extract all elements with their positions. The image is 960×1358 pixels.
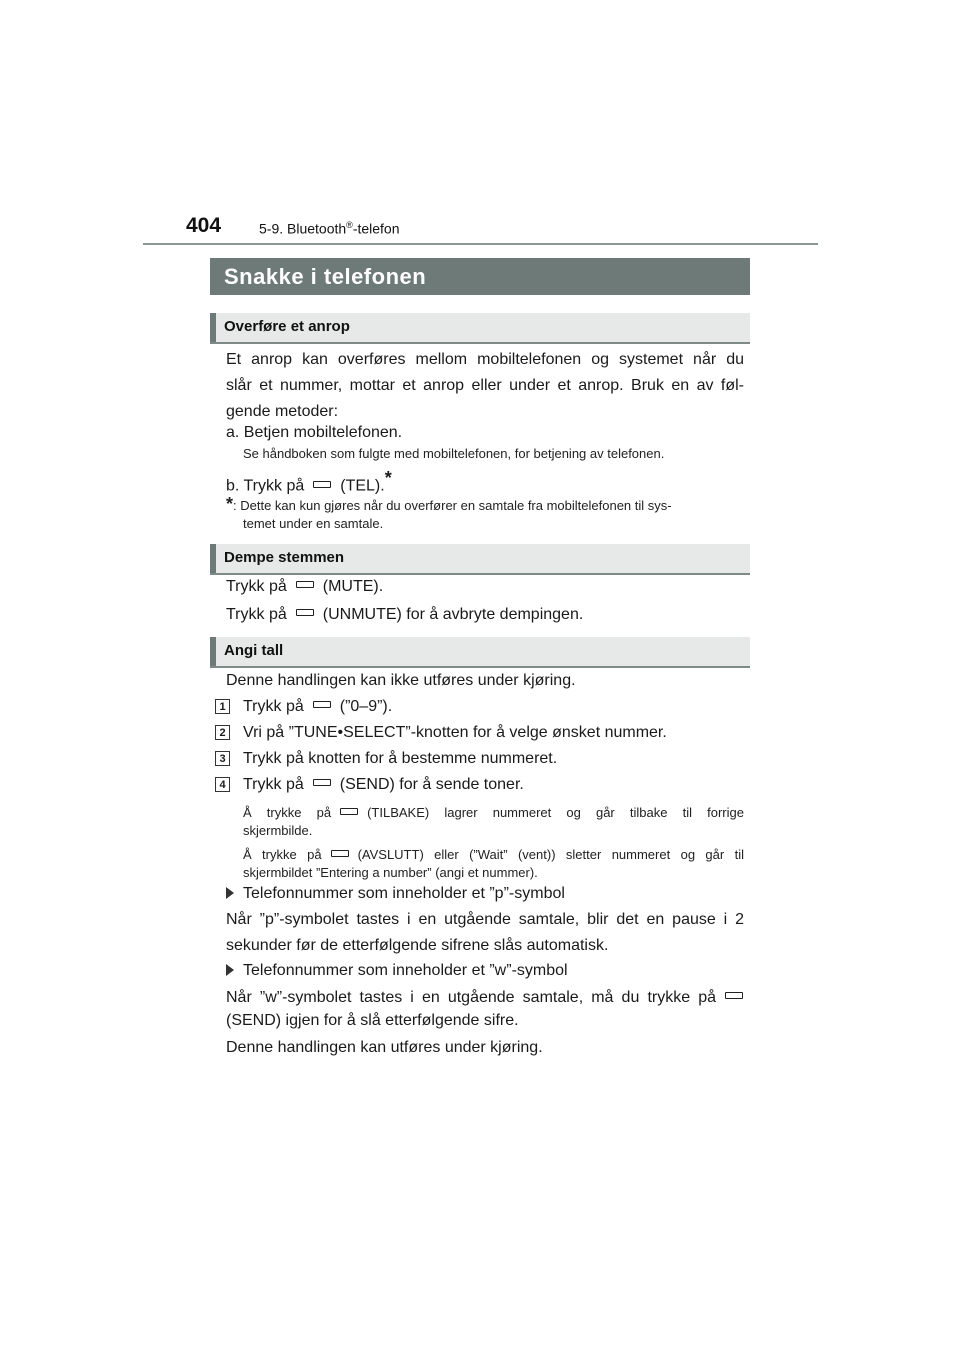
p-symbol-line-2: sekunder før de etterfølgende sifrene slås automatisk. [226,937,609,954]
triangle-bullet-icon [226,887,234,899]
w-symbol-line-2: (SEND) igjen for å slå etterfølgende sifre. [226,1012,519,1029]
angi-intro: Denne handlingen kan ikke utføres under kjøring. [226,672,576,689]
angi-outro: Denne handlingen kan utføres under kjøring. [226,1039,543,1056]
w-symbol-line-1: Når ”w”-symbolet tastes i en utgående samtale, må du trykke på [226,985,746,1011]
step-number: 2 [215,725,230,740]
bullet-p-symbol: Telefonnummer som inneholder et ”p”-symbol [226,881,565,907]
section-heading-angi-tall: Angi tall [210,637,750,668]
step-2: Vri på ”TUNE•SELECT”-knotten for å velge ønsket nummer. [243,724,667,741]
unmute-button-icon [296,609,314,616]
step-number: 3 [215,751,230,766]
send-button-icon [725,992,743,999]
p-symbol-line-1: Når ”p”-symbolet tastes i en utgående samtale, blir det en pause i 2 [226,911,744,928]
note-avslutt-line-2: skjermbildet ”Entering a number” (angi et nummer). [243,865,538,880]
option-b: b. Trykk på (TEL).* [226,468,392,495]
intro-line-3: gende metoder: [226,403,339,420]
step-3: Trykk på knotten for å bestemme nummeret. [243,750,558,767]
footnote-line-2: temet under en samtale. [243,516,384,531]
step-4: Trykk på (SEND) for å sende toner. [243,776,524,793]
triangle-bullet-icon [226,964,234,976]
page-title: Snakke i telefonen [224,264,427,289]
back-button-icon [340,808,358,815]
unmute-line: Trykk på (UNMUTE) for å avbryte dempingen. [226,606,584,623]
section-heading-dempe: Dempe stemmen [210,544,750,575]
note-tilbake-line-2: skjermbilde. [243,823,313,838]
bullet-w-symbol: Telefonnummer som inneholder et ”w”-symbol [226,958,568,984]
section-label: 5-9. Bluetooth®-telefon [259,220,400,237]
note-tilbake: Å trykke på (TILBAKE) lagrer nummeret og går tilbake til forrige [243,805,744,820]
step-number: 4 [215,777,230,792]
send-button-icon [313,779,331,786]
tel-button-icon [313,481,331,488]
digits-button-icon [313,701,331,708]
page-title-bar [210,258,750,295]
section-heading-overfore: Overføre et anrop [210,313,750,344]
intro-line-2: slår et nummer, mottar et anrop eller under et anrop. Bruk en av føl- [226,377,744,394]
mute-button-icon [296,581,314,588]
note-avslutt: Å trykke på (AVSLUTT) eller (”Wait” (vent)) sletter nummeret og går til [243,847,744,862]
footnote: *: Dette kan kun gjøres når du overfører en samtale fra mobiltelefonen til sys- [226,494,672,514]
step-number: 1 [215,699,230,714]
step-1: Trykk på (”0–9”). [243,698,393,715]
end-button-icon [331,850,349,857]
header-rule [143,243,818,245]
mute-line: Trykk på (MUTE). [226,578,384,595]
option-a: a. Betjen mobiltelefonen. [226,424,403,441]
page-number: 404 [186,214,222,237]
intro-line-1: Et anrop kan overføres mellom mobiltelefonen og systemet når du [226,351,744,368]
option-a-note: Se håndboken som fulgte med mobiltelefonen, for betjening av telefonen. [243,446,665,461]
